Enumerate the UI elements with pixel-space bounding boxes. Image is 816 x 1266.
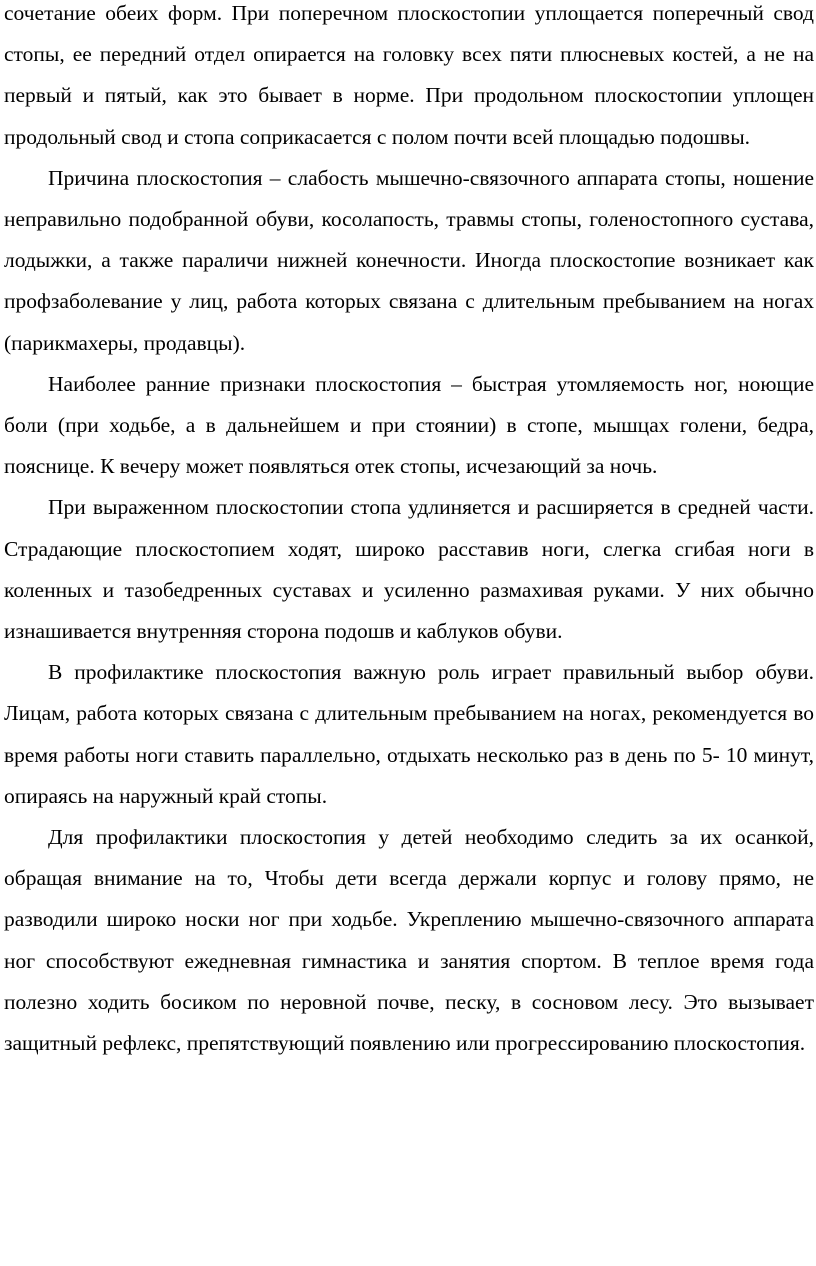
paragraph-prevention-children: Для профилактики плоскостопия у детей необходимо следить за их осанкой, обращая внимание на то, Чтобы дети всегда держали корпус и голову прямо, не разводили широко носки ног при ходьбе. Укреплению мышечно-связочного аппарата ног способствуют ежедневная гимнастика и занятия спортом. В теплое время года полезно ходить босиком по неровной почве, песку, в сосновом лесу. Это вызывает защитный рефлекс, препятствующий появлению или прогрессированию плоскостопия. <box>4 825 814 1056</box>
paragraph-prevention-adults: В профилактике плоскостопия важную роль играет правильный выбор обуви. Лицам, работа которых связана с длительным пребыванием на ногах, рекомендуется во время работы ноги ставить параллельно, отдыхать несколько раз в день по 5- 10 минут, опираясь на наружный край стопы. <box>4 660 814 808</box>
paragraph-causes: Причина плоскостопия – слабость мышечно-связочного аппарата стопы, ношение неправильно подобранной обуви, косолапость, травмы стопы, голеностопного сустава, лодыжки, а также параличи нижней конечности. Иногда плоскостопие возникает как профзаболевание у лиц, работа которых связана с длительным пребыванием на ногах (парикмахеры, продавцы). <box>4 165 814 355</box>
paragraph-continued: сочетание обеих форм. При поперечном плоскостопии уплощается поперечный свод стопы, ее передний отдел опирается на головку всех пяти плюсневых костей, а не на первый и пятый, как это бывает в норме. При продольном плоскостопии уплощен продольный свод и стопа соприкасается с полом почти всей площадью подошвы. <box>4 1 814 149</box>
paragraph-early-signs: Наиболее ранние признаки плоскостопия – быстрая утомляемость ног, ноющие боли (при ходьбе, а в дальнейшем и при стоянии) в стопе, мышцах голени, бедра, пояснице. К вечеру может появляться отек стопы, исчезающий за ночь. <box>4 371 814 479</box>
paragraph-pronounced: При выраженном плоскостопии стопа удлиняется и расширяется в средней части. Страдающие плоскостопием ходят, широко расставив ноги, слегка сгибая ноги в коленных и тазобедренных суставах и усиленно размахивая руками. У них обычно изнашивается внутренняя сторона подошв и каблуков обуви. <box>4 495 814 644</box>
